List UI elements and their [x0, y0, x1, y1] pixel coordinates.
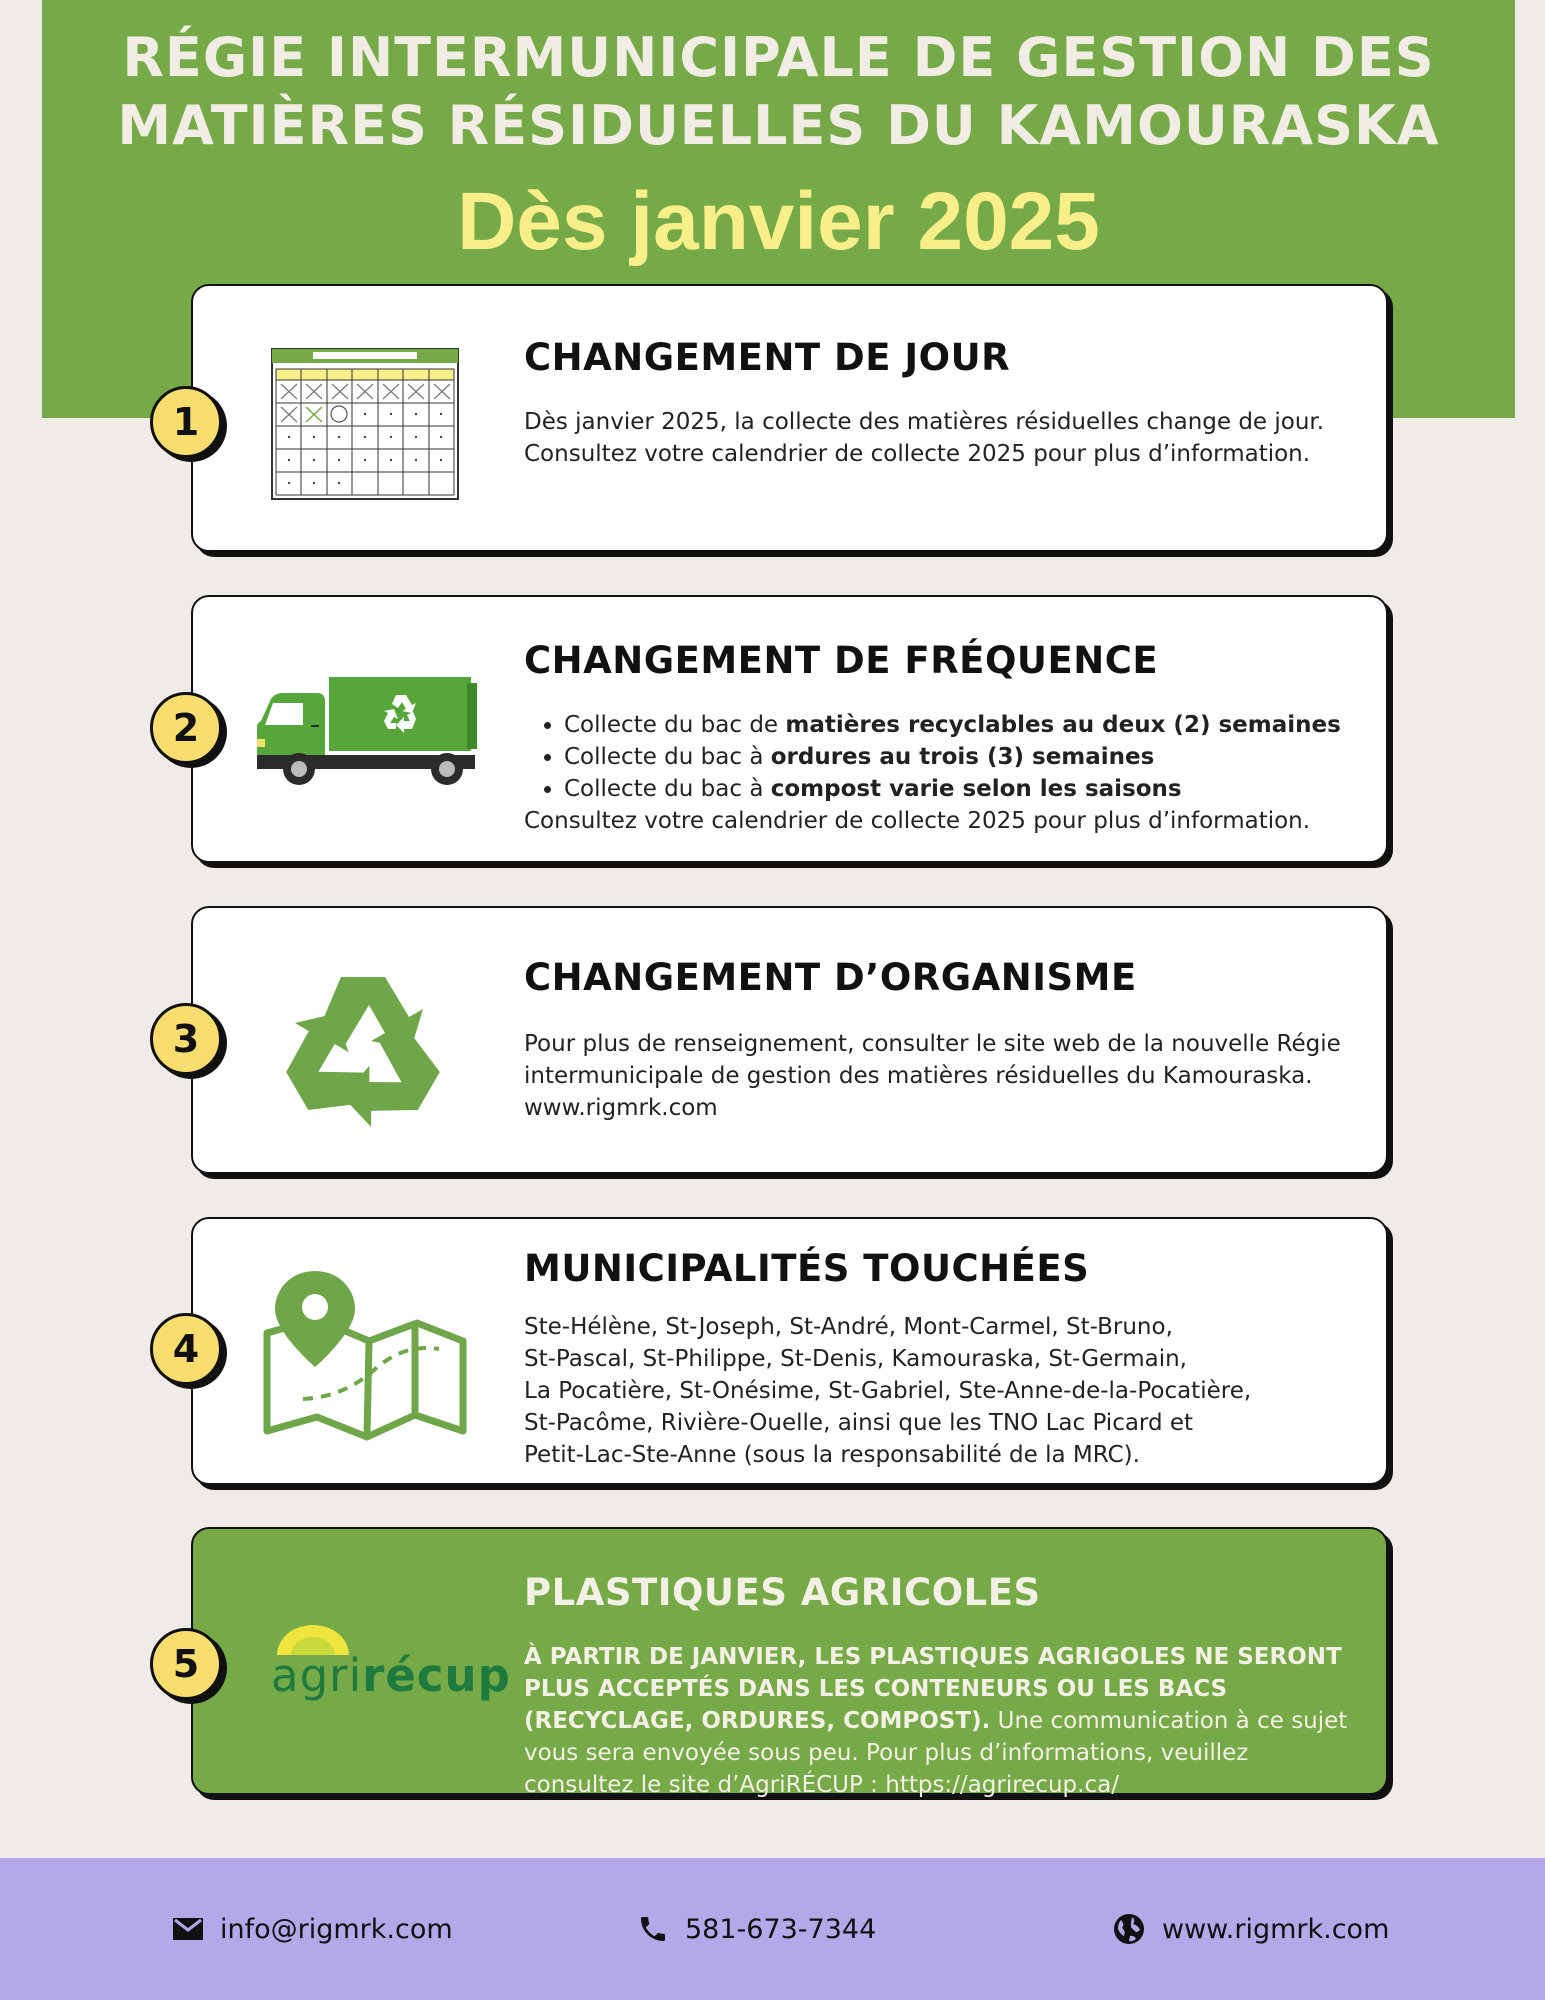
- card-title: CHANGEMENT D’ORGANISME: [524, 956, 1137, 999]
- page-title: [42, 24, 1515, 160]
- list-item-prefix: Collecte du bac de: [564, 712, 786, 738]
- mail-icon: [172, 1917, 204, 1941]
- footer-phone[interactable]: [637, 1909, 876, 1949]
- footer-phone-text[interactable]: 581-673-7344: [685, 1913, 877, 1945]
- map-pin-icon: [263, 1271, 473, 1441]
- list-item-prefix: Collecte du bac à: [564, 744, 771, 770]
- card-changement-jour: [191, 284, 1388, 552]
- step-number-badge: 5: [150, 1628, 222, 1700]
- list-item-bold: compost varie selon les saisons: [770, 776, 1182, 802]
- list-item-bold: matières recyclables au deux (2) semaines: [785, 712, 1341, 738]
- footer-email-text[interactable]: info@rigmrk.com: [220, 1913, 453, 1945]
- card-plastiques-agricoles: [191, 1527, 1388, 1798]
- card-title: CHANGEMENT DE JOUR: [524, 336, 1011, 379]
- card-changement-organisme: [191, 906, 1388, 1174]
- calendar-icon: [271, 348, 459, 500]
- logo-text-agri: agri: [271, 1649, 363, 1702]
- phone-icon: [637, 1913, 669, 1945]
- step-number-badge: 3: [150, 1003, 222, 1075]
- card-title: MUNICIPALITÉS TOUCHÉES: [524, 1247, 1090, 1290]
- list-item-prefix: Collecte du bac à: [564, 776, 771, 802]
- page-title-line2: MATIÈRES RÉSIDUELLES DU KAMOURASKA: [117, 94, 1440, 157]
- municipality-line: Petit-Lac-Ste-Anne (sous la responsabilité de la MRC).: [524, 1442, 1140, 1468]
- card-text: [524, 1641, 1354, 1801]
- card-text: Dès janvier 2025, la collecte des matières résiduelles change de jour. Consultez votre calendrier de collecte 2025 pour plus d’information.: [524, 409, 1325, 467]
- step-number-badge: 4: [150, 1313, 222, 1385]
- municipality-line: La Pocatière, St-Onésime, St-Gabriel, Ste-Anne-de-la-Pocatière,: [524, 1378, 1252, 1404]
- step-number-badge: 1: [150, 386, 222, 458]
- recycle-icon: [277, 970, 449, 1136]
- frequency-list: [524, 709, 1384, 805]
- step-number-badge: 2: [150, 692, 222, 764]
- recycling-truck-icon: [257, 677, 481, 793]
- footer-email[interactable]: [172, 1909, 453, 1949]
- footer-website-text[interactable]: www.rigmrk.com: [1162, 1913, 1390, 1945]
- list-item: [564, 709, 1384, 741]
- globe-icon: [1112, 1912, 1146, 1946]
- card-changement-frequence: [191, 595, 1388, 863]
- municipality-line: St-Pacôme, Rivière-Ouelle, ainsi que les TNO Lac Picard et: [524, 1410, 1194, 1436]
- agrirecup-logo: [271, 1625, 511, 1705]
- list-item: [564, 741, 1384, 773]
- card-text-block: [524, 709, 1384, 837]
- page-title-line1: RÉGIE INTERMUNICIPALE DE GESTION DES: [122, 26, 1435, 89]
- municipality-line: Ste-Hélène, St-Joseph, St-André, Mont-Carmel, St-Bruno,: [524, 1314, 1173, 1340]
- card-text: [524, 1311, 1384, 1471]
- logo-text-recup: récup: [362, 1649, 511, 1702]
- municipality-line: St-Pascal, St-Philippe, St-Denis, Kamouraska, St-Germain,: [524, 1346, 1187, 1372]
- card-title: CHANGEMENT DE FRÉQUENCE: [524, 639, 1159, 682]
- list-item-bold: ordures au trois (3) semaines: [770, 744, 1155, 770]
- card-municipalites: [191, 1217, 1388, 1485]
- card-title: PLASTIQUES AGRICOLES: [524, 1571, 1041, 1614]
- list-item: [564, 773, 1384, 805]
- card-text-bold: À PARTIR DE JANVIER, LES PLASTIQUES AGRIGOLES NE SERONT PLUS ACCEPTÉS DANS LES CONTENEURS OU LES BACS (RECYCLAGE, ORDURES, COMPOST).: [524, 1644, 1342, 1734]
- card-text: Pour plus de renseignement, consulter le site web de la nouvelle Régie intermunicipale de gestion des matières résiduelles du Kamouraska. www.rigmrk.com: [524, 1031, 1341, 1121]
- card-text-regular: Une communication à ce sujet vous sera envoyée sous peu. Pour plus d’informations, veuillez consultez le site d’AgriRÉCUP : https://agrirecup.ca/: [524, 1708, 1348, 1798]
- card-text: Consultez votre calendrier de collecte 2025 pour plus d’information.: [524, 808, 1311, 834]
- page-subtitle: Dès janvier 2025: [457, 176, 1100, 267]
- footer-website[interactable]: [1112, 1909, 1389, 1949]
